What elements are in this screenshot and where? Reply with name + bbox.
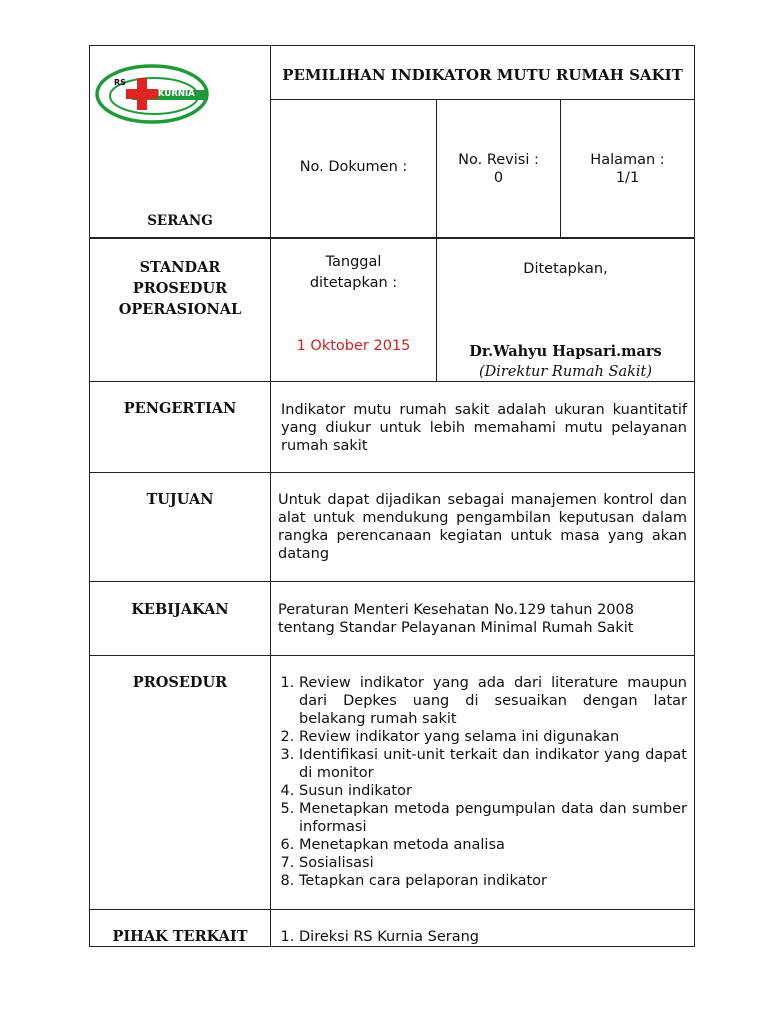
prosedur-step: 5. Menetapkan metoda pengumpulan data dan sumber informasi [299, 800, 687, 836]
hospital-logo [94, 60, 212, 126]
no-revisi-label: No. Revisi : [458, 152, 539, 168]
table-border-top [89, 45, 695, 46]
prosedur-step: 3. Identifikasi unit-unit terkait dan indikator yang dapat di monitor [299, 746, 687, 782]
pengertian-text: Indikator mutu rumah sakit adalah ukuran kuantitatif yang diukur untuk lebih memahami mutu pelayanan rumah sakit [281, 402, 687, 454]
pengertian-bottom-border [89, 472, 695, 473]
pihak-terkait-list [277, 928, 687, 946]
kebijakan-line1: Peraturan Menteri Kesehatan No.129 tahun 2008 [278, 602, 634, 618]
pengertian-label: PENGERTIAN [123, 400, 237, 417]
table-border-right [694, 45, 695, 947]
pihak-terkait-item: 1. Direksi RS Kurnia Serang [299, 928, 687, 946]
sop-label-line1: STANDAR [139, 259, 221, 276]
halaman-label: Halaman : [590, 152, 665, 168]
kebijakan-line2: tentang Standar Pelayanan Minimal Rumah Sakit [278, 620, 634, 636]
prosedur-list-container [277, 674, 687, 890]
ditetapkan-label: Ditetapkan, [523, 261, 608, 277]
logo-short-text: RS [114, 78, 126, 87]
prosedur-bottom-border [89, 909, 695, 910]
header-divider-1 [436, 99, 437, 381]
prosedur-label: PROSEDUR [132, 674, 228, 691]
tujuan-text: Untuk dapat dijadikan sebagai manajemen kontrol dan alat untuk mendukung pengambilan keputusan dalam rangka perencanaan kegiatan untuk masa yang akan datang [278, 492, 687, 562]
tujuan-label: TUJUAN [146, 491, 214, 508]
document-title: PEMILIHAN INDIKATOR MUTU RUMAH SAKIT [282, 66, 683, 84]
logo-name-text: KURNIA [158, 89, 195, 99]
tanggal-label-line1: Tanggal [325, 254, 382, 270]
sop-label-line2: PROSEDUR [132, 280, 228, 297]
no-revisi-value: 0 [493, 170, 504, 186]
prosedur-step: 6. Menetapkan metoda analisa [299, 836, 687, 854]
pihak-terkait-list-container [277, 928, 687, 946]
prosedur-step: 1. Review indikator yang ada dari literature maupun dari Depkes uang di sesuaikan dengan latar belakang rumah sakit [299, 674, 687, 728]
prosedur-step: 2. Review indikator yang selama ini digunakan [299, 728, 687, 746]
tanggal-value: 1 Oktober 2015 [296, 338, 411, 354]
signer-name: Dr.Wahyu Hapsari.mars [469, 343, 662, 360]
hospital-location: SERANG [147, 213, 213, 229]
prosedur-step: 8. Tetapkan cara pelaporan indikator [299, 872, 687, 890]
tujuan-bottom-border [89, 581, 695, 582]
signer-title: (Direktur Rumah Sakit) [478, 364, 652, 380]
prosedur-step: 7. Sosialisasi [299, 854, 687, 872]
sop-bottom-border [89, 381, 695, 382]
kebijakan-label: KEBIJAKAN [131, 601, 229, 618]
title-divider [270, 99, 695, 100]
kebijakan-bottom-border [89, 655, 695, 656]
pihak-terkait-label: PIHAK TERKAIT [112, 928, 248, 945]
halaman-value: 1/1 [615, 170, 640, 186]
sop-label-line3: OPERASIONAL [118, 301, 242, 318]
table-border-bottom [89, 946, 695, 947]
prosedur-list [277, 674, 687, 890]
header-bottom-border [89, 237, 695, 239]
no-dokumen-label: No. Dokumen : [299, 159, 408, 175]
prosedur-step: 4. Susun indikator [299, 782, 687, 800]
tanggal-label-line2: ditetapkan : [309, 275, 398, 291]
